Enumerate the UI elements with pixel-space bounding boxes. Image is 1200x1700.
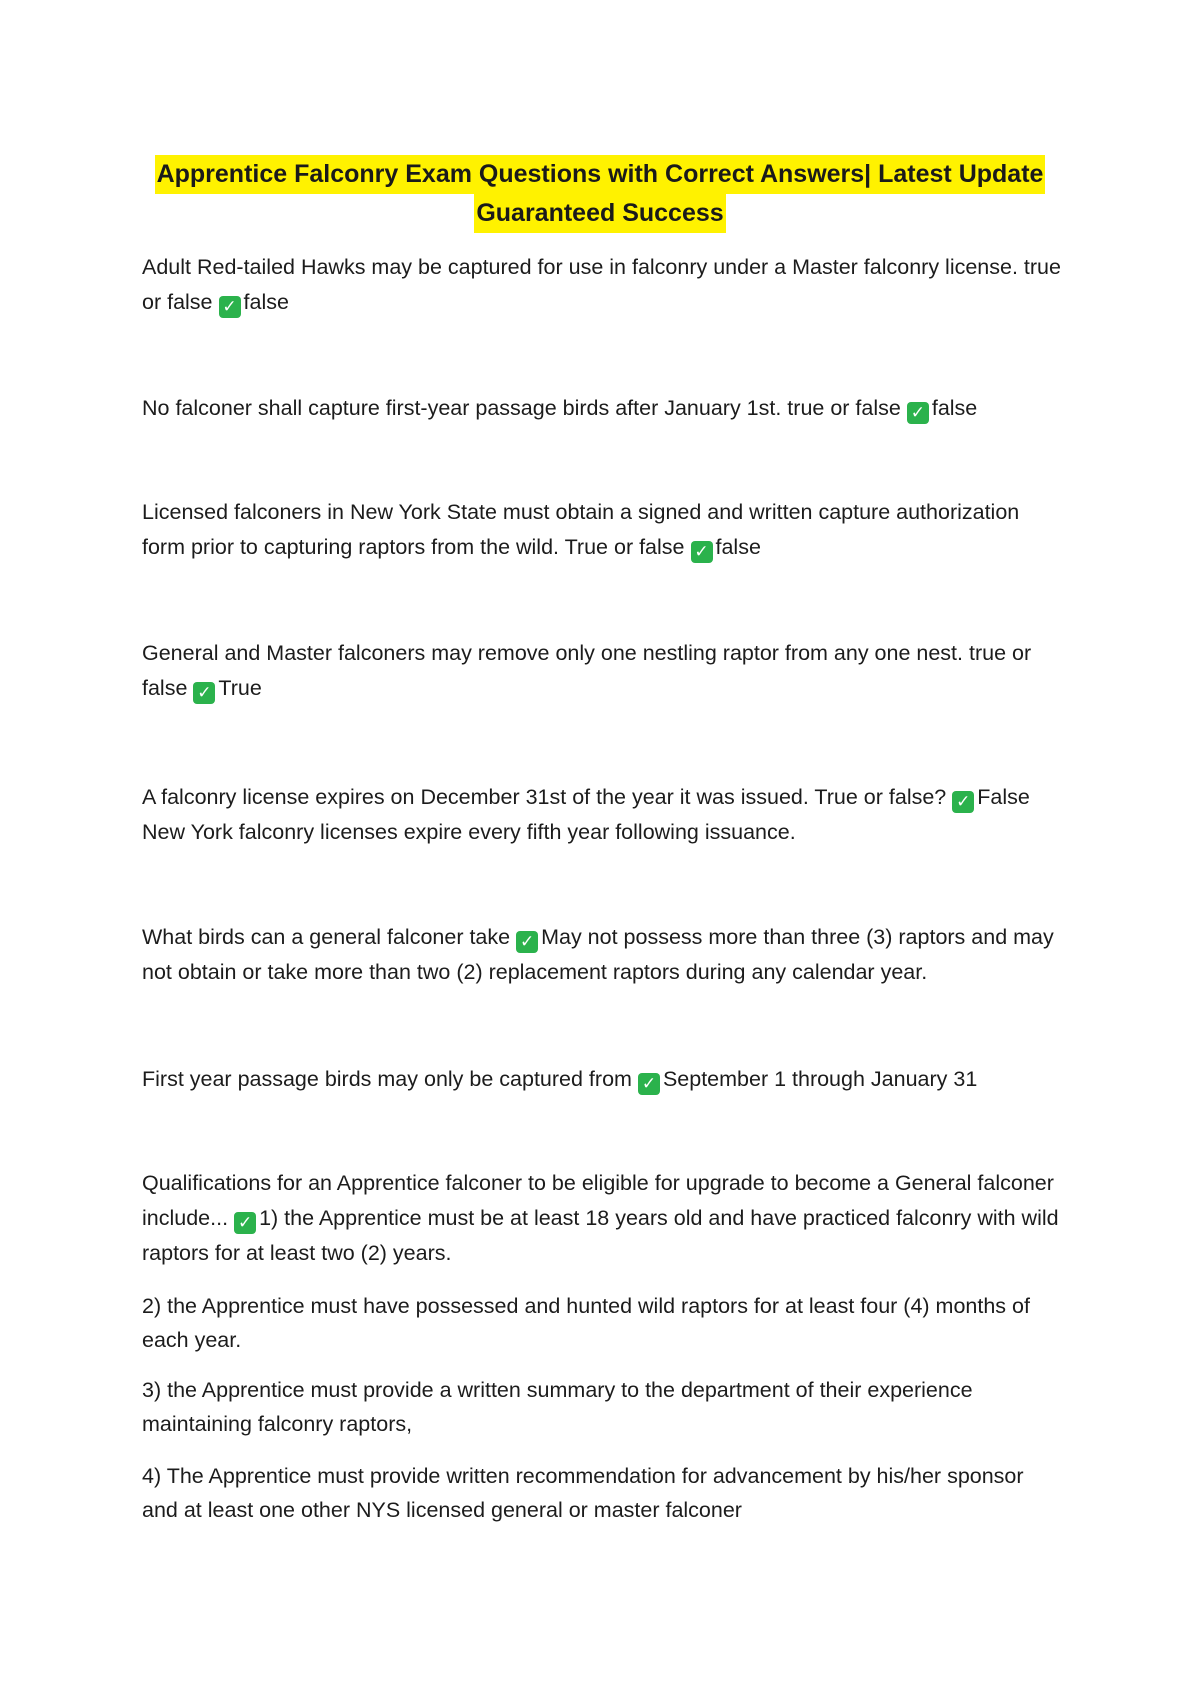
qa-item-6 xyxy=(142,920,1062,990)
qa-item-1 xyxy=(142,250,1062,320)
question-text: A falconry license expires on December 31st of the year it was issued. True or false? xyxy=(142,785,947,809)
qa-item-2 xyxy=(142,391,1062,426)
answer-text: false xyxy=(243,290,289,314)
check-mark-icon: ✓ xyxy=(691,541,713,563)
question-text: No falconer shall capture first-year passage birds after January 1st. true or false xyxy=(142,396,901,420)
question-text: Licensed falconers in New York State must obtain a signed and written capture authorization form prior to capturing raptors from the wild. True or false xyxy=(142,500,1020,559)
qa-item-3 xyxy=(142,495,1062,565)
answer-text: True xyxy=(218,676,262,700)
continuation-paragraph-4: 4) The Apprentice must provide written recommendation for advancement by his/her sponsor and at least one other NYS licensed general or master falconer xyxy=(142,1464,1024,1522)
check-mark-icon: ✓ xyxy=(907,402,929,424)
question-text: Adult Red-tailed Hawks may be captured for use in falconry under a Master falconry license. true or false xyxy=(142,255,1061,314)
check-mark-icon: ✓ xyxy=(952,791,974,813)
document-title xyxy=(140,155,1060,233)
qa-item-4 xyxy=(142,636,1062,706)
answer-text: 1) the Apprentice must be at least 18 years old and have practiced falconry with wild raptors for at least two (2) years. xyxy=(142,1206,1059,1265)
check-mark-icon: ✓ xyxy=(219,296,241,318)
continuation-paragraph-3: 3) the Apprentice must provide a written summary to the department of their experience maintaining falconry raptors, xyxy=(142,1378,973,1436)
answer-text: false xyxy=(715,535,761,559)
title-line-2: Guaranteed Success xyxy=(474,194,725,233)
answer-text: False New York falconry licenses expire every fifth year following issuance. xyxy=(142,785,1030,844)
answer-text: false xyxy=(931,396,978,420)
check-mark-icon: ✓ xyxy=(234,1212,256,1234)
question-text: General and Master falconers may remove only one nestling raptor from any one nest. true or false xyxy=(142,641,1032,700)
answer-text: May not possess more than three (3) raptors and may not obtain or take more than two (2) replacement raptors during any calendar year. xyxy=(142,925,1054,984)
title-line-1: Apprentice Falconry Exam Questions with Correct Answers| Latest Update xyxy=(155,155,1046,194)
check-mark-icon: ✓ xyxy=(516,931,538,953)
answer-text: September 1 through January 31 xyxy=(662,1067,978,1091)
question-text: What birds can a general falconer take xyxy=(142,925,511,949)
qa-item-8 xyxy=(142,1166,1062,1271)
qa-item-7 xyxy=(142,1062,1062,1097)
check-mark-icon: ✓ xyxy=(638,1073,660,1095)
check-mark-icon: ✓ xyxy=(193,682,215,704)
question-text: First year passage birds may only be captured from xyxy=(142,1067,632,1091)
continuation-paragraph-2: 2) the Apprentice must have possessed and hunted wild raptors for at least four (4) months of each year. xyxy=(142,1294,1030,1352)
qa-item-5 xyxy=(142,780,1062,850)
question-text: Qualifications for an Apprentice falconer to be eligible for upgrade to become a General falconer include... xyxy=(142,1171,1054,1230)
